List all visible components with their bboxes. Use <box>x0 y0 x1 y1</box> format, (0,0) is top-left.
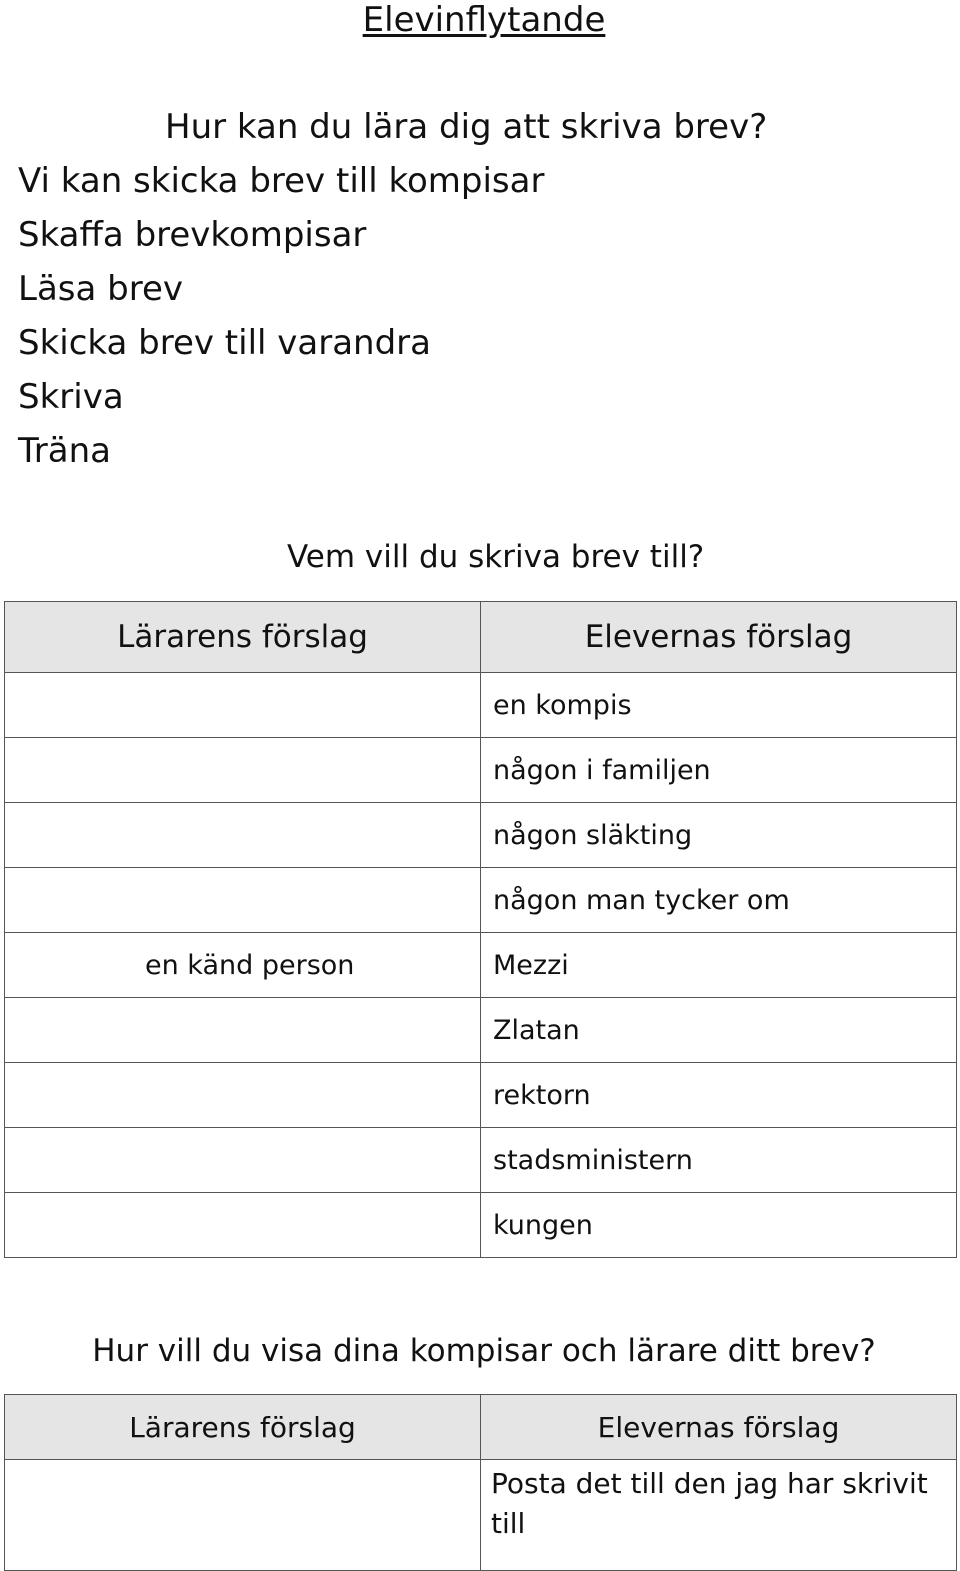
teacher-cell <box>5 738 481 803</box>
table-row <box>5 1063 957 1128</box>
student-suggestions-header: Elevernas förslag <box>481 1395 957 1460</box>
student-cell: någon man tycker om <box>481 868 957 933</box>
teacher-cell <box>5 673 481 738</box>
teacher-cell: en känd person <box>5 933 481 998</box>
teacher-suggestions-header: Lärarens förslag <box>5 1395 481 1460</box>
answer-item: Träna <box>18 431 111 471</box>
question-learn-letters: Hur kan du lära dig att skriva brev? <box>165 107 768 147</box>
teacher-cell <box>5 998 481 1063</box>
table-row <box>5 868 957 933</box>
student-cell: rektorn <box>481 1063 957 1128</box>
table-row <box>5 933 957 998</box>
teacher-cell <box>5 1063 481 1128</box>
student-cell: Zlatan <box>481 998 957 1063</box>
question-show-letter: Hur vill du visa dina kompisar och lärare ditt brev? <box>92 1333 876 1369</box>
question-recipient: Vem vill du skriva brev till? <box>287 539 705 575</box>
table-row <box>5 673 957 738</box>
teacher-suggestions-header: Lärarens förslag <box>5 602 481 673</box>
table-row <box>5 803 957 868</box>
student-cell: Posta det till den jag har skrivit till <box>481 1460 957 1571</box>
teacher-cell <box>5 1193 481 1258</box>
recipient-suggestions-table <box>4 601 957 1258</box>
answer-item: Skriva <box>18 377 124 417</box>
document-title: Elevinflytande <box>362 0 606 40</box>
student-suggestions-header: Elevernas förslag <box>481 602 957 673</box>
student-cell: en kompis <box>481 673 957 738</box>
teacher-cell <box>5 1460 481 1571</box>
teacher-cell <box>5 868 481 933</box>
answer-item: Läsa brev <box>18 269 183 309</box>
table-row <box>5 1193 957 1258</box>
table-header-row <box>5 1395 957 1460</box>
student-cell: någon släkting <box>481 803 957 868</box>
table-row <box>5 738 957 803</box>
table-row <box>5 998 957 1063</box>
student-cell: kungen <box>481 1193 957 1258</box>
table-header-row <box>5 602 957 673</box>
answer-item: Vi kan skicka brev till kompisar <box>18 161 545 201</box>
show-letter-suggestions-table <box>4 1394 957 1571</box>
answer-item: Skaffa brevkompisar <box>18 215 367 255</box>
table-row <box>5 1460 957 1571</box>
student-cell: någon i familjen <box>481 738 957 803</box>
answer-item: Skicka brev till varandra <box>18 323 431 363</box>
teacher-cell <box>5 803 481 868</box>
teacher-cell <box>5 1128 481 1193</box>
student-cell: stadsministern <box>481 1128 957 1193</box>
table-row <box>5 1128 957 1193</box>
student-cell: Mezzi <box>481 933 957 998</box>
